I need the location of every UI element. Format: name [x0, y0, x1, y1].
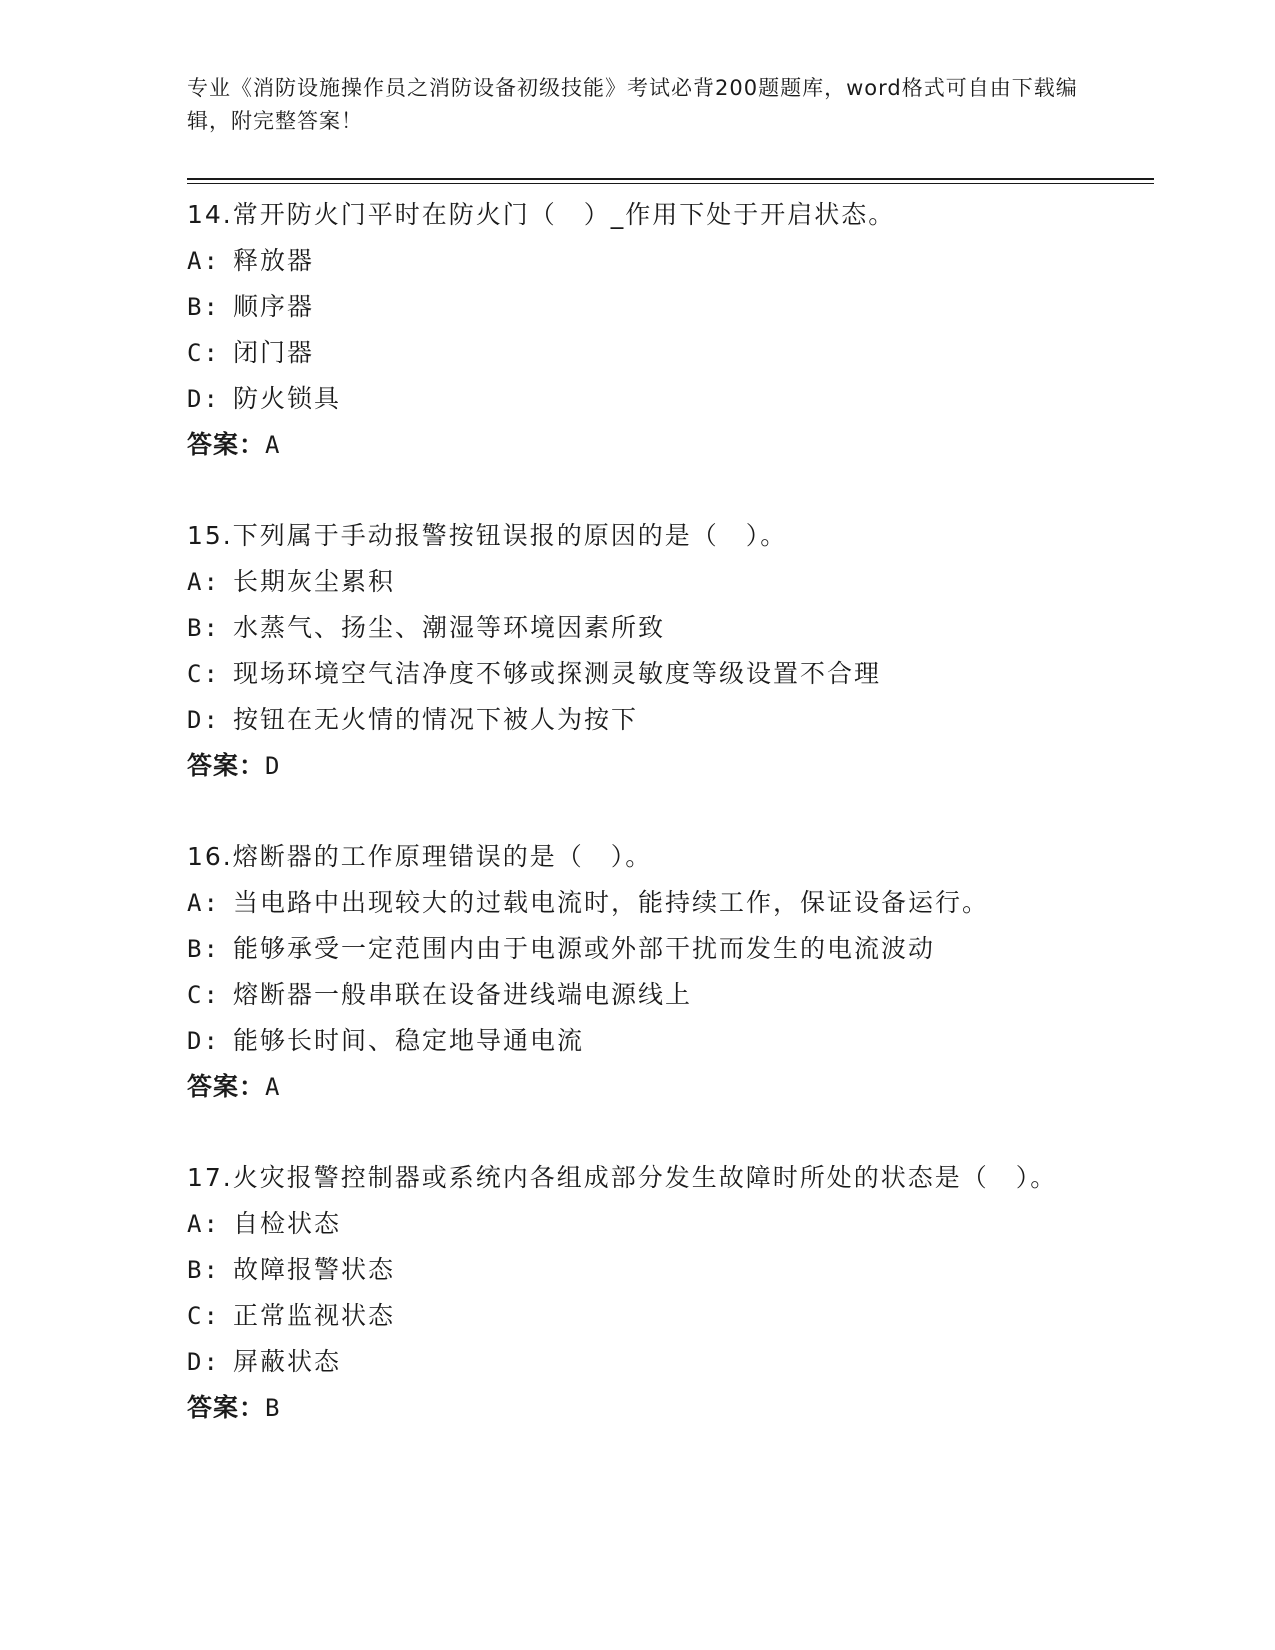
document-header: 专业《消防设施操作员之消防设备初级技能》考试必背200题题库，word格式可自由下载编辑，附完整答案！ — [187, 76, 1078, 133]
option-text: 屏蔽状态 — [233, 1347, 342, 1376]
question-17 — [187, 1155, 1087, 1431]
option-b — [187, 926, 1087, 972]
option-a — [187, 880, 1087, 926]
option-text: 能够长时间、稳定地导通电流 — [233, 1026, 585, 1055]
option-d — [187, 1018, 1087, 1064]
option-text: 自检状态 — [233, 1209, 342, 1238]
option-c — [187, 330, 1087, 376]
question-stem: 17.火灾报警控制器或系统内各组成部分发生故障时所处的状态是（ ）。 — [187, 1163, 1058, 1192]
option-text: 当电路中出现较大的过载电流时，能持续工作，保证设备运行。 — [233, 888, 990, 917]
header-divider-thin — [187, 183, 1154, 184]
option-c — [187, 972, 1087, 1018]
option-key: C: — [187, 660, 220, 688]
question-list — [187, 192, 1087, 1476]
option-text: 按钮在无火情的情况下被人为按下 — [233, 705, 639, 734]
option-text: 能够承受一定范围内由于电源或外部干扰而发生的电流波动 — [233, 934, 936, 963]
answer-value: A — [265, 431, 281, 459]
option-key: B: — [187, 935, 220, 963]
option-c — [187, 1293, 1087, 1339]
question-stem: 14.常开防火门平时在防火门（ ）_作用下处于开启状态。 — [187, 200, 896, 229]
option-key: A: — [187, 247, 220, 275]
answer-label: 答案： — [187, 1072, 266, 1101]
answer-line — [187, 743, 1087, 789]
header-divider-thick — [187, 178, 1154, 180]
option-a — [187, 238, 1087, 284]
option-text: 防火锁具 — [233, 384, 342, 413]
question-stem: 15.下列属于手动报警按钮误报的原因的是（ ）。 — [187, 521, 788, 550]
option-b — [187, 605, 1087, 651]
option-key: C: — [187, 1302, 220, 1330]
option-text: 顺序器 — [233, 292, 315, 321]
answer-label: 答案： — [187, 430, 266, 459]
option-key: D: — [187, 1027, 220, 1055]
option-text: 释放器 — [233, 246, 315, 275]
option-text: 熔断器一般串联在设备进线端电源线上 — [233, 980, 693, 1009]
option-a — [187, 1201, 1087, 1247]
option-text: 现场环境空气洁净度不够或探测灵敏度等级设置不合理 — [233, 659, 882, 688]
option-d — [187, 1339, 1087, 1385]
answer-label: 答案： — [187, 751, 266, 780]
option-key: C: — [187, 339, 220, 367]
question-14 — [187, 192, 1087, 468]
option-key: A: — [187, 889, 220, 917]
option-key: B: — [187, 614, 220, 642]
option-a — [187, 559, 1087, 605]
option-key: D: — [187, 385, 220, 413]
option-key: D: — [187, 706, 220, 734]
option-key: B: — [187, 1256, 220, 1284]
answer-line — [187, 1385, 1087, 1431]
question-stem: 16.熔断器的工作原理错误的是（ ）。 — [187, 842, 653, 871]
option-key: D: — [187, 1348, 220, 1376]
option-d — [187, 697, 1087, 743]
answer-value: B — [265, 1394, 281, 1422]
option-c — [187, 651, 1087, 697]
option-key: B: — [187, 293, 220, 321]
option-text: 正常监视状态 — [233, 1301, 396, 1330]
answer-line — [187, 422, 1087, 468]
answer-label: 答案： — [187, 1393, 266, 1422]
option-text: 水蒸气、扬尘、潮湿等环境因素所致 — [233, 613, 666, 642]
answer-line — [187, 1064, 1087, 1110]
option-d — [187, 376, 1087, 422]
question-15 — [187, 513, 1087, 789]
option-text: 故障报警状态 — [233, 1255, 396, 1284]
option-b — [187, 284, 1087, 330]
option-key: C: — [187, 981, 220, 1009]
answer-value: A — [265, 1073, 281, 1101]
question-16 — [187, 834, 1087, 1110]
option-key: A: — [187, 1210, 220, 1238]
option-b — [187, 1247, 1087, 1293]
option-key: A: — [187, 568, 220, 596]
option-text: 长期灰尘累积 — [233, 567, 396, 596]
option-text: 闭门器 — [233, 338, 315, 367]
answer-value: D — [265, 752, 281, 780]
